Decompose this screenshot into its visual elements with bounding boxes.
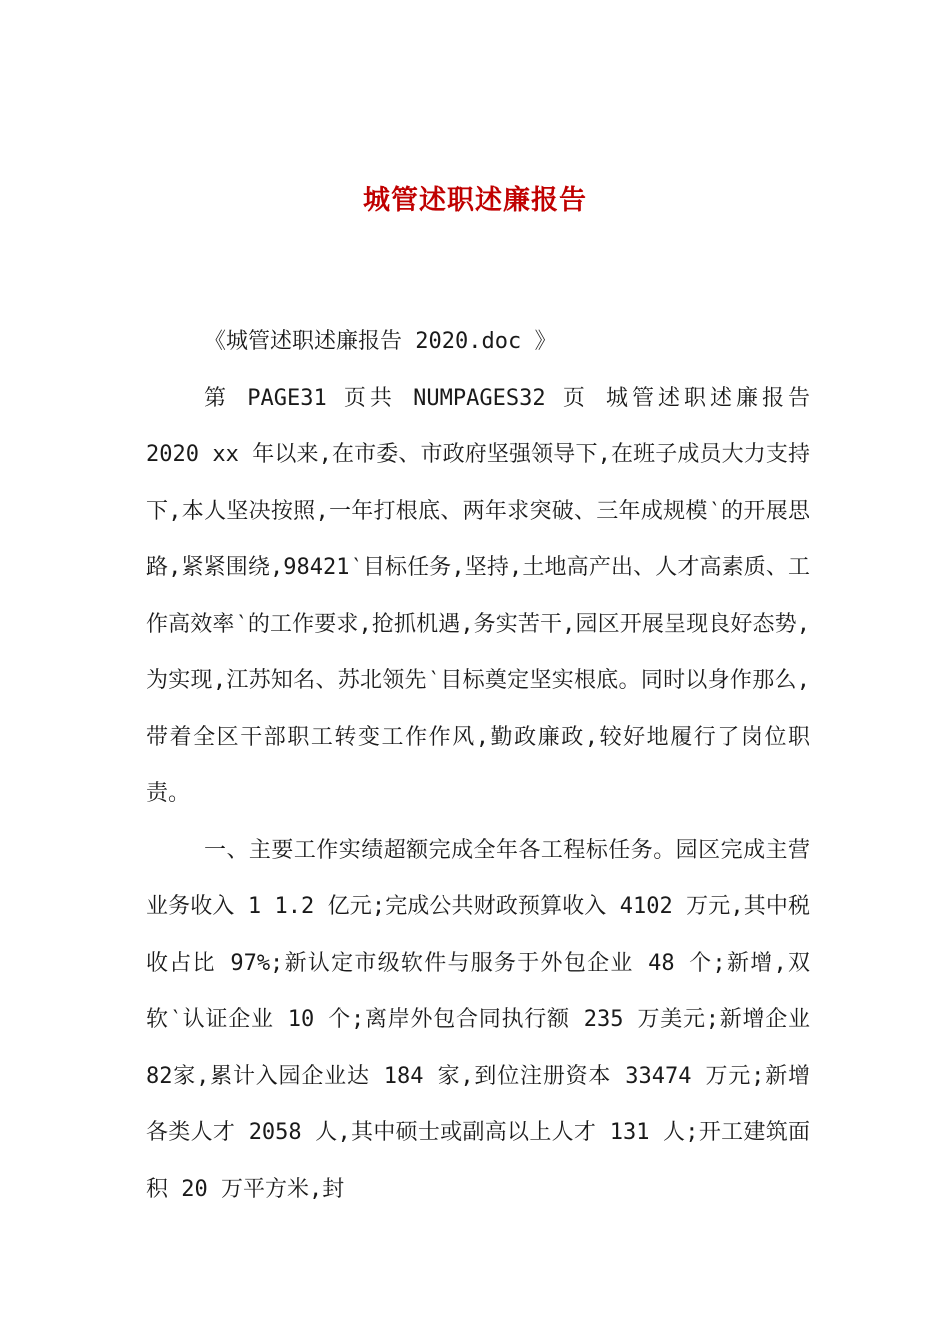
paragraph-file-name: 《城管述职述廉报告 2020.doc 》 [204, 329, 557, 354]
paragraph-intro: 第 PAGE31 页共 NUMPAGES32 页 城管述职述廉报告 2020 xx 年以来,在市委、市政府坚强领导下,在班子成员大力支持下,本人坚决按照,一年打根底、两年求突破、三年成规模‵的开展思路,紧紧围绕,98421‵目标任务,坚持,土地高产出、人才高素质、工作高效率‵的工作要求,抢抓机遇,务实苦干,园区开展呈现良好态势,为实现,江苏知名、苏北领先‵目标奠定坚实根底。同时以身作那么,带着全区干部职工转变工作作风,勤政廉政,较好地履行了岗位职责。 [146, 385, 810, 806]
paragraph-achievements: 一、主要工作实绩超额完成全年各工程标任务。园区完成主营业务收入 1 1.2 亿元;完成公共财政预算收入 4102 万元,其中税收占比 97%;新认定市级软件与服务于外包企业 48 个;新增,双软‵认证企业 10 个;离岸外包合同执行额 235 万美元;新增企业 82家,累计入园企业达 184 家,到位注册资本 33474 万元;新增各类人才 2058 人,其中硕士或副高以上人才 131 人;开工建筑面积 20 万平方米,封 [146, 837, 810, 1202]
document-body [146, 314, 810, 1218]
document-title: 城管述职述廉报告 [363, 185, 587, 216]
